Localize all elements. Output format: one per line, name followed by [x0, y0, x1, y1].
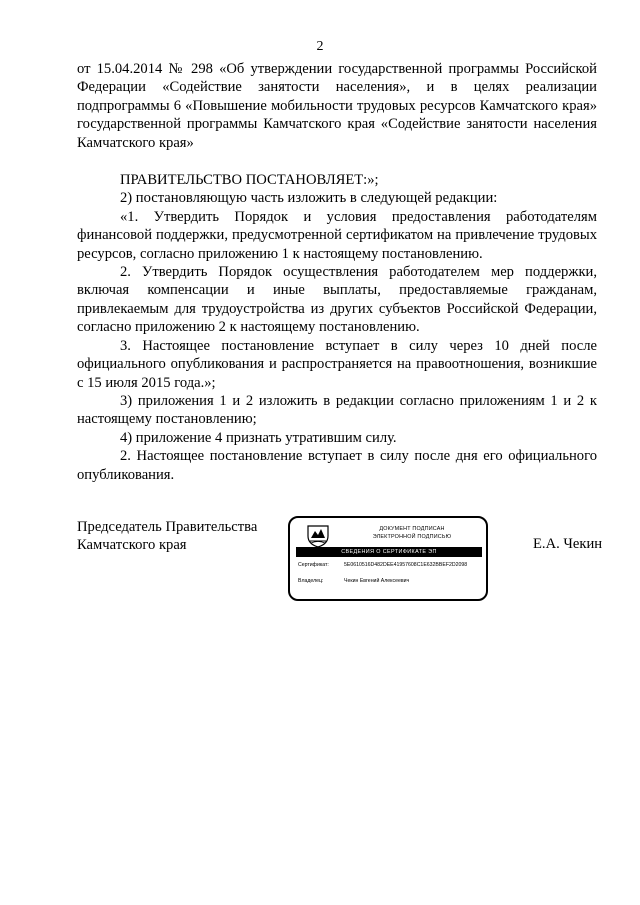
paragraph-clause-3: 3. Настоящее постановление вступает в силу через 10 дней после официального опубликования и распространяется на правоотношения, возникшие с 15 июля 2015 года.»;	[77, 337, 597, 391]
signer-name: Е.А. Чекин	[533, 536, 603, 552]
signer-title	[77, 518, 257, 555]
paragraph-clause-2: 2. Утвердить Порядок осуществления работодателем мер поддержки, включая компенсации и иные выплаты, предоставляемые гражданам, привлекаемым для трудоустройства из других субъектов Российской Федерации, согласно приложению 2 к настоящему постановлению.	[77, 264, 597, 336]
paragraph-preamble: от 15.04.2014 № 298 «Об утверждении государственной программы Российской Федерации «Содействие занятости населения», и в целях реализации подпрограммы 6 «Повышение мобильности трудовых ресурсов Камчатского края» государственной программы Камчатского края «Содействие занятости населения Камчатского края»	[77, 61, 597, 151]
stamp-title	[348, 525, 476, 541]
stamp-title-line2: ЭЛЕКТРОННОЙ ПОДПИСЬЮ	[372, 534, 452, 540]
coat-of-arms-icon	[305, 522, 331, 548]
certificate-value: 5E0610516D482DEE41957608C1E632BBEF2D2098	[344, 562, 468, 568]
paragraph-resolves: ПРАВИТЕЛЬСТВО ПОСТАНОВЛЯЕТ:»;	[120, 172, 379, 189]
page-number: 2	[316, 39, 324, 54]
paragraph-item-4: 4) приложение 4 признать утратившим силу.	[120, 429, 397, 446]
document-body	[77, 60, 597, 484]
stamp-owner-row	[298, 577, 409, 585]
paragraph-item-2: 2) постановляющую часть изложить в следующей редакции:	[120, 190, 498, 207]
stamp-certificate-row	[298, 561, 467, 569]
paragraph-item-3: 3) приложения 1 и 2 изложить в редакции согласно приложениям 1 и 2 к настоящему постановлению;	[77, 392, 597, 428]
paragraph-effective: 2. Настоящее постановление вступает в силу после дня его официального опубликования.	[77, 448, 597, 483]
signer-title-line1: Председатель Правительства	[77, 519, 258, 535]
owner-value: Чекин Евгений Алексеевич	[344, 578, 410, 584]
owner-label: Владелец:	[298, 578, 324, 584]
stamp-title-line1: ДОКУМЕНТ ПОДПИСАН	[379, 526, 445, 532]
electronic-signature-stamp	[288, 516, 488, 601]
paragraph-clause-1: «1. Утвердить Порядок и условия предоставления работодателям финансовой поддержки, предусмотренной сертификатом на привлечение трудовых ресурсов, согласно приложению 1 к настоящему постановлению.	[77, 208, 597, 262]
stamp-certificate-bar: СВЕДЕНИЯ О СЕРТИФИКАТЕ ЭП	[296, 547, 482, 557]
certificate-label: Сертификат:	[298, 562, 329, 568]
signer-title-line2: Камчатского края	[77, 537, 187, 554]
